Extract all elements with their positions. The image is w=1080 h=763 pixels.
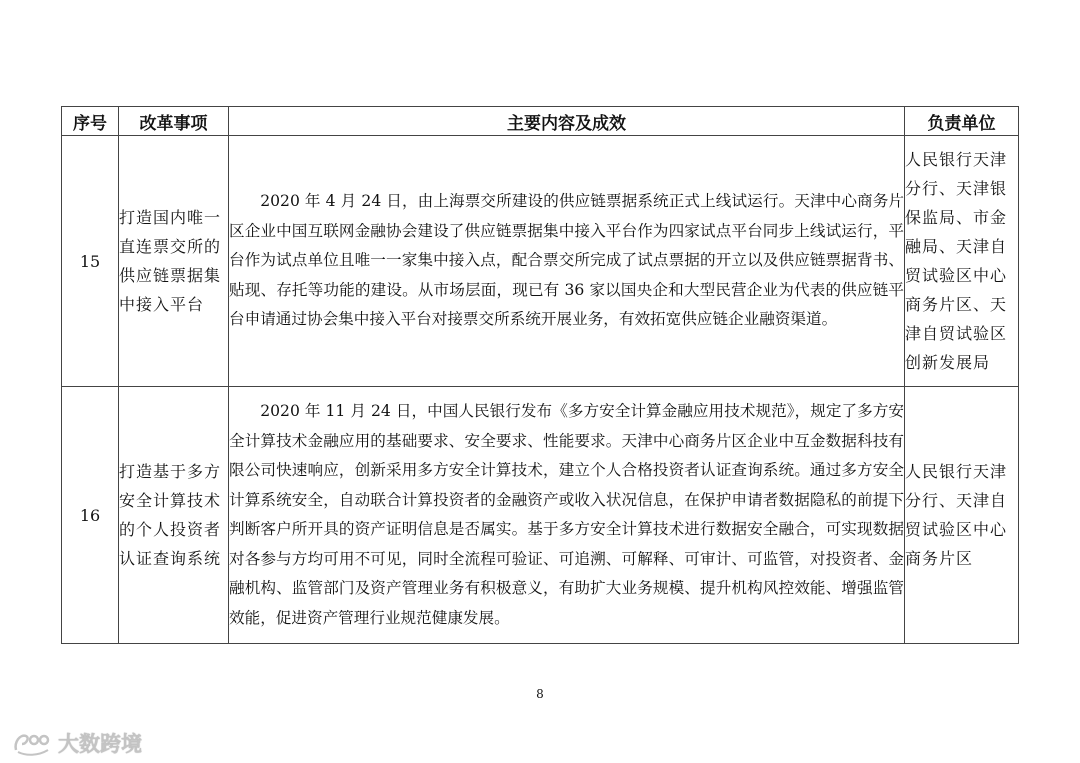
table-row	[62, 387, 1019, 644]
row-unit: 人民银行天津分行、天津银保监局、市金融局、天津自贸试验区中心商务片区、天津自贸试验区创新发展局	[905, 136, 1019, 387]
header-seq: 序号	[62, 107, 119, 136]
header-content: 主要内容及成效	[229, 107, 905, 136]
watermark	[12, 728, 142, 758]
row-seq: 16	[62, 387, 119, 644]
header-unit: 负责单位	[905, 107, 1019, 136]
row-seq: 15	[62, 136, 119, 387]
row-content: 2020 年 4 月 24 日，由上海票交所建设的供应链票据系统正式上线试运行。天津中心商务片区企业中国互联网金融协会建设了供应链票据集中接入平台作为四家试点平台同步上线试运行，平台作为试点单位且唯一一家集中接入点，配合票交所完成了试点票据的开立以及供应链票据背书、贴现、存托等功能的建设。从市场层面，现已有 36 家以国央企和大型民营企业为代表的供应链平台申请通过协会集中接入平台对接票交所系统开展业务，有效拓宽供应链企业融资渠道。	[229, 192, 904, 329]
row-item: 打造国内唯一直连票交所的供应链票据集中接入平台	[119, 136, 229, 387]
header-item: 改革事项	[119, 107, 229, 136]
row-content: 2020 年 11 月 24 日，中国人民银行发布《多方安全计算金融应用技术规范》，规定了多方安全计算技术金融应用的基础要求、安全要求、性能要求。天津中心商务片区企业中互金数据科技有限公司快速响应，创新采用多方安全计算技术，建立个人合格投资者认证查询系统。通过多方安全计算系统安全，自动联合计算投资者的金融资产或收入状况信息，在保护申请者数据隐私的前提下判断客户所开具的资产证明信息是否属实。基于多方安全计算技术进行数据安全融合，可实现数据对各参与方均可用不可见，同时全流程可验证、可追溯、可解释、可审计、可监管，对投资者、金融机构、监管部门及资产管理业务有积极意义，有助扩大业务规模、提升机构风控效能、增强监管效能，促进资产管理行业规范健康发展。	[229, 402, 904, 627]
reform-table	[61, 106, 1019, 644]
row-item: 打造基于多方安全计算技术的个人投资者认证查询系统	[119, 387, 229, 644]
row-content-cell	[229, 136, 905, 387]
row-content-cell	[229, 387, 905, 644]
page-number: 8	[536, 687, 544, 701]
table-row	[62, 136, 1019, 387]
watermark-text: 大数跨境	[58, 732, 142, 756]
row-unit: 人民银行天津分行、天津自贸试验区中心商务片区	[905, 387, 1019, 644]
logo-icon	[12, 730, 52, 756]
table-header-row	[62, 107, 1019, 136]
